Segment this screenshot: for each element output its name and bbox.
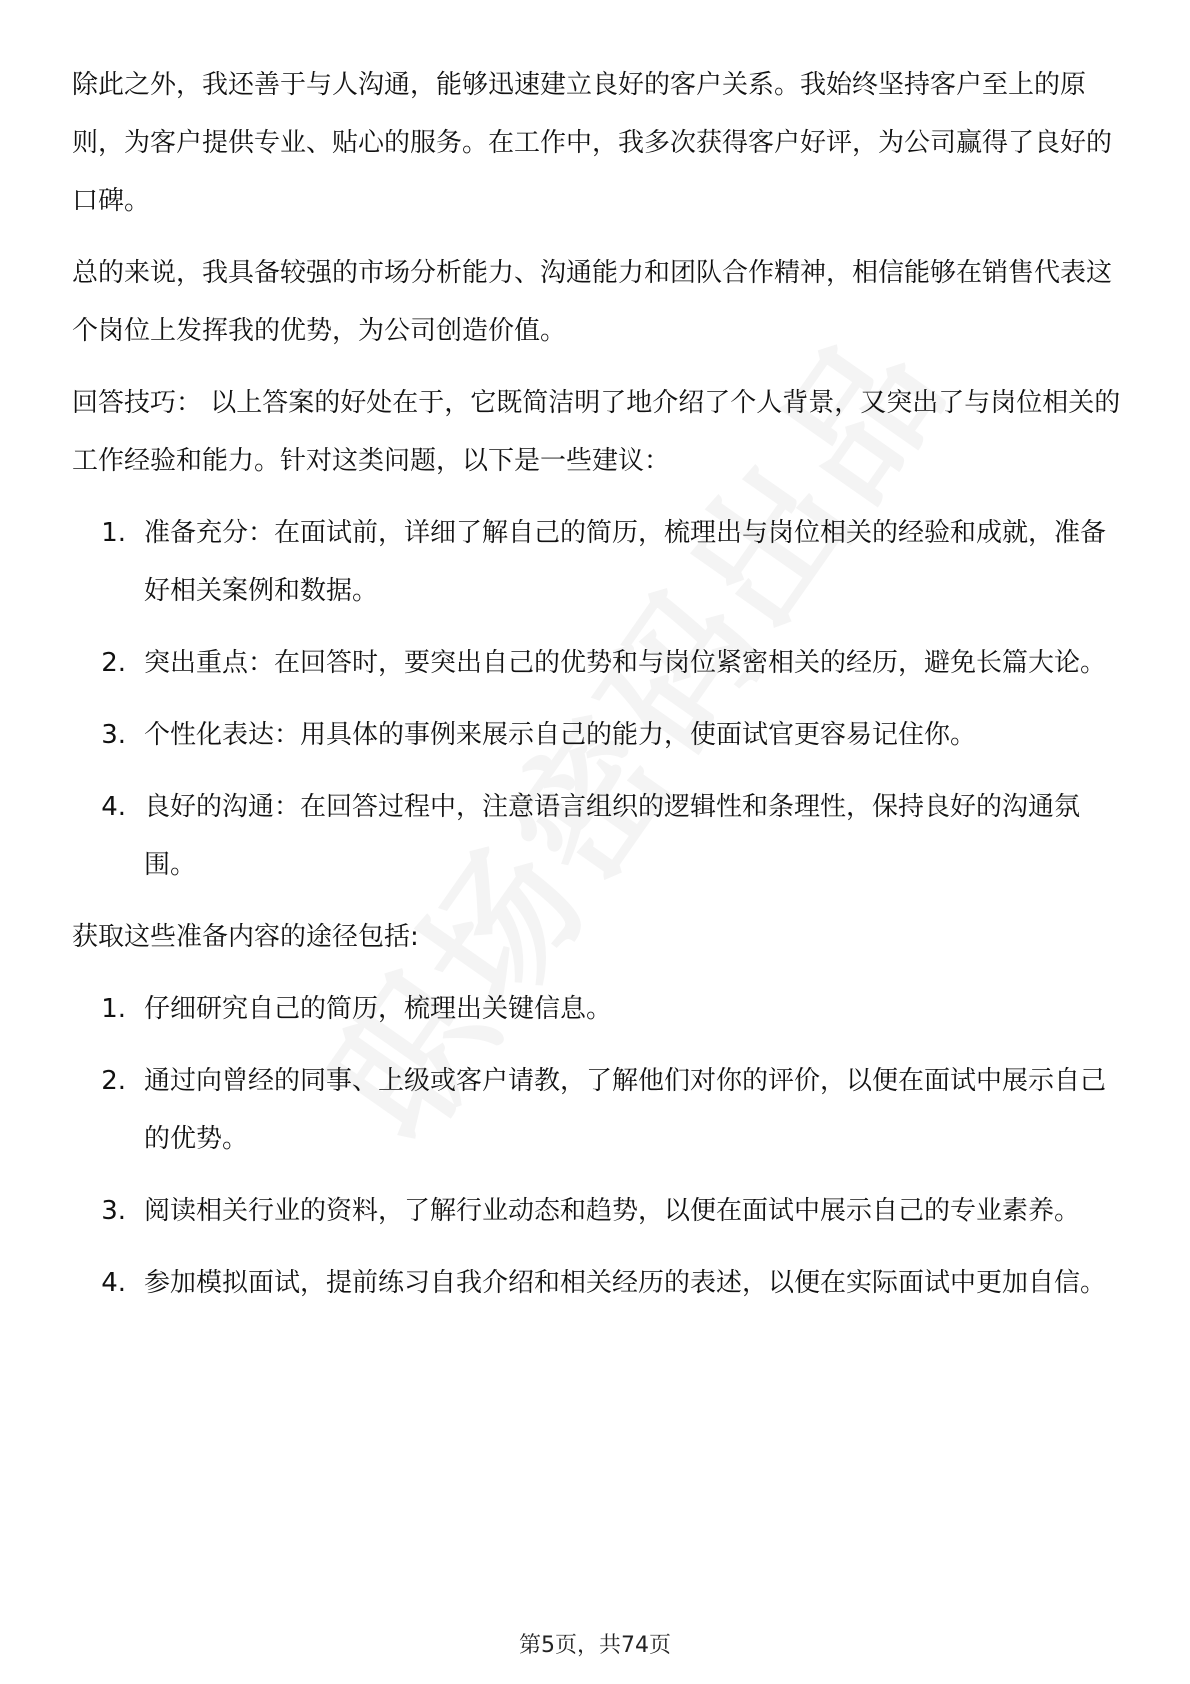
- list-item: [72, 778, 1122, 894]
- list-item-text: 仔细研究自己的简历，梳理出关键信息。: [144, 994, 613, 1024]
- list-item: [72, 980, 1122, 1038]
- page-content: [72, 56, 1122, 1326]
- list-item: [72, 1254, 1122, 1312]
- paragraph-customer-relations: 除此之外，我还善于与人沟通，能够迅速建立良好的客户关系。我始终坚持客户至上的原则，为客户提供专业、贴心的服务。在工作中，我多次获得客户好评，为公司赢得了良好的口碑。: [72, 70, 1113, 216]
- tips-list: [72, 504, 1122, 894]
- ways-intro: 获取这些准备内容的途径包括:: [72, 922, 419, 952]
- list-number: 1.: [101, 518, 126, 548]
- list-item-text: 通过向曾经的同事、上级或客户请教，了解他们对你的评价，以便在面试中展示自己的优势。: [144, 1066, 1107, 1154]
- list-number: 3.: [101, 720, 126, 750]
- list-item-text: 良好的沟通：在回答过程中，注意语言组织的逻辑性和条理性，保持良好的沟通氛围。: [144, 792, 1081, 880]
- list-item: [72, 1052, 1122, 1168]
- page-number-footer: 第5页，共74页: [519, 1633, 671, 1658]
- list-item: [72, 706, 1122, 764]
- list-number: 2.: [101, 648, 126, 678]
- list-item-text: 阅读相关行业的资料，了解行业动态和趋势，以便在面试中展示自己的专业素养。: [144, 1196, 1081, 1226]
- list-item-text: 个性化表达：用具体的事例来展示自己的能力，使面试官更容易记住你。: [144, 720, 977, 750]
- list-item-text: 参加模拟面试，提前练习自我介绍和相关经历的表述，以便在实际面试中更加自信。: [144, 1268, 1107, 1298]
- paragraph-summary: 总的来说，我具备较强的市场分析能力、沟通能力和团队合作精神，相信能够在销售代表这个岗位上发挥我的优势，为公司创造价值。: [72, 258, 1113, 346]
- list-item: [72, 634, 1122, 692]
- ways-list: [72, 980, 1122, 1312]
- list-item-text: 突出重点：在回答时，要突出自己的优势和与岗位紧密相关的经历，避免长篇大论。: [144, 648, 1107, 678]
- list-item: [72, 1182, 1122, 1240]
- list-number: 4.: [101, 1268, 126, 1298]
- list-number: 4.: [101, 792, 126, 822]
- list-item: [72, 504, 1122, 620]
- list-item-text: 准备充分：在面试前，详细了解自己的简历，梳理出与岗位相关的经验和成就，准备好相关案例和数据。: [144, 518, 1107, 606]
- list-number: 1.: [101, 994, 126, 1024]
- list-number: 3.: [101, 1196, 126, 1226]
- list-number: 2.: [101, 1066, 126, 1096]
- paragraph-answer-tips: 回答技巧： 以上答案的好处在于，它既简洁明了地介绍了个人背景，又突出了与岗位相关的工作经验和能力。针对这类问题，以下是一些建议：: [72, 388, 1121, 476]
